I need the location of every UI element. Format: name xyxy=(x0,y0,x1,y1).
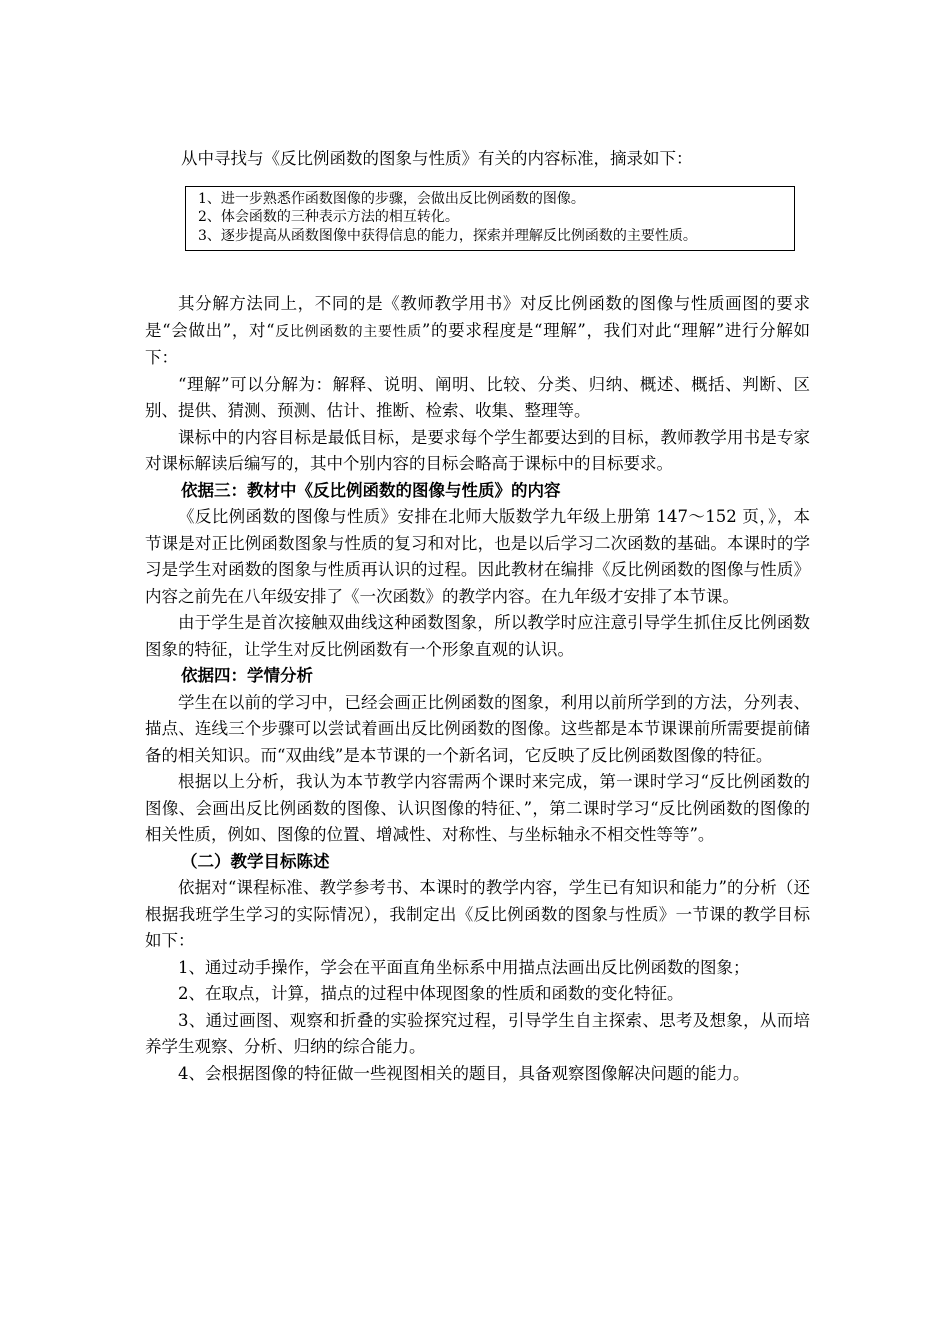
intro-paragraph: 从中寻找与《反比例函数的图象与性质》有关的内容标准，摘录如下： xyxy=(181,149,693,168)
standard-item: 2、体会函数的三种表示方法的相互转化。 xyxy=(198,209,459,225)
document-body xyxy=(145,146,810,1087)
paragraph-decomposition xyxy=(145,291,810,372)
goal-item: 2、在取点，计算，描点的过程中体现图象的性质和函数的变化特征。 xyxy=(178,984,684,1003)
paragraph-understanding: “理解”可以分解为：解释、说明、阐明、比较、分类、归纳、概述、概括、判断、区别、提供、猜测、预测、估计、推断、检索、收集、整理等。 xyxy=(145,374,810,420)
paragraph-hyperbola: 由于学生是首次接触双曲线这种函数图象，所以教学时应注意引导学生抓住反比例函数图象的特征，让学生对反比例函数有一个形象直观的认识。 xyxy=(145,613,810,659)
content-standard-box xyxy=(185,186,795,252)
section-heading: 依据三：教材中《反比例函数的图像与性质》的内容 xyxy=(181,480,561,500)
quoted-text: 反比例函数的主要性质 xyxy=(274,323,422,340)
paragraph-textbook: 《反比例函数的图像与性质》安排在北师大版数学九年级上册第 147～152 页，》，本节课是对正比例函数图象与性质的复习和对比，也是以后学习二次函数的基础。本课时的学习是学生对函数的图象与性质再认识的过程。因此教材在编排《反比例函数的图像与性质》内容之前先在八年级安排了《一次函数》的教学内容。在九年级才安排了本节课。 xyxy=(145,507,810,606)
goal-item: 3、通过画图、观察和折叠的实验探究过程，引导学生自主探索、思考及想象，从而培养学生观察、分析、归纳的综合能力。 xyxy=(145,1010,810,1056)
paragraph-lesson-plan: 根据以上分析，我认为本节教学内容需两个课时来完成，第一课时学习“反比例函数的图像、会画出反比例函数的图像、认识图像的特征、”，第二课时学习“反比例函数的图像的相关性质，例如、图像的位置、增减性、对称性、与坐标轴永不相交性等等”。 xyxy=(145,772,810,844)
section-heading: 依据四：学情分析 xyxy=(181,666,313,685)
standard-item: 1、进一步熟悉作函数图像的步骤，会做出反比例函数的图像。 xyxy=(198,190,585,207)
section-heading: （二）教学目标陈述 xyxy=(181,851,330,871)
paragraph-standard-goals: 课标中的内容目标是最低目标，是要求每个学生都要达到的目标，教师教学用书是专家对课标解读后编写的，其中个别内容的目标会略高于课标中的目标要求。 xyxy=(145,427,810,473)
standard-item: 3、逐步提高从函数图像中获得信息的能力，探索并理解反比例函数的主要性质。 xyxy=(198,227,697,244)
goal-item: 4、会根据图像的特征做一些视图相关的题目，具备观察图像解决问题的能力。 xyxy=(178,1063,750,1083)
goal-item: 1、通过动手操作，学会在平面直角坐标系中用描点法画出反比例函数的图象； xyxy=(178,957,750,977)
paragraph-text: ”的要求程度是“理解”，我们对此“理解”进行分解如下： xyxy=(145,320,810,367)
paragraph-text: 其分解方法同上，不同的是《教师教学用书》对反比例函数的图像与性质画图的要求是“会做出”，对“ xyxy=(145,294,810,340)
paragraph-goals-intro: 依据对“课程标准、教学参考书、本课时的教学内容，学生已有知识和能力”的分析（还根据我班学生学习的实际情况），我制定出《反比例函数的图象与性质》一节课的教学目标如下： xyxy=(145,878,810,950)
paragraph-student-analysis: 学生在以前的学习中，已经会画正比例函数的图象，利用以前所学到的方法，分列表、描点、连线三个步骤可以尝试着画出反比例函数的图像。这些都是本节课课前所需要提前储备的相关知识。而“双曲线”是本节课的一个新名词，它反映了反比例函数图像的特征。 xyxy=(145,692,810,765)
